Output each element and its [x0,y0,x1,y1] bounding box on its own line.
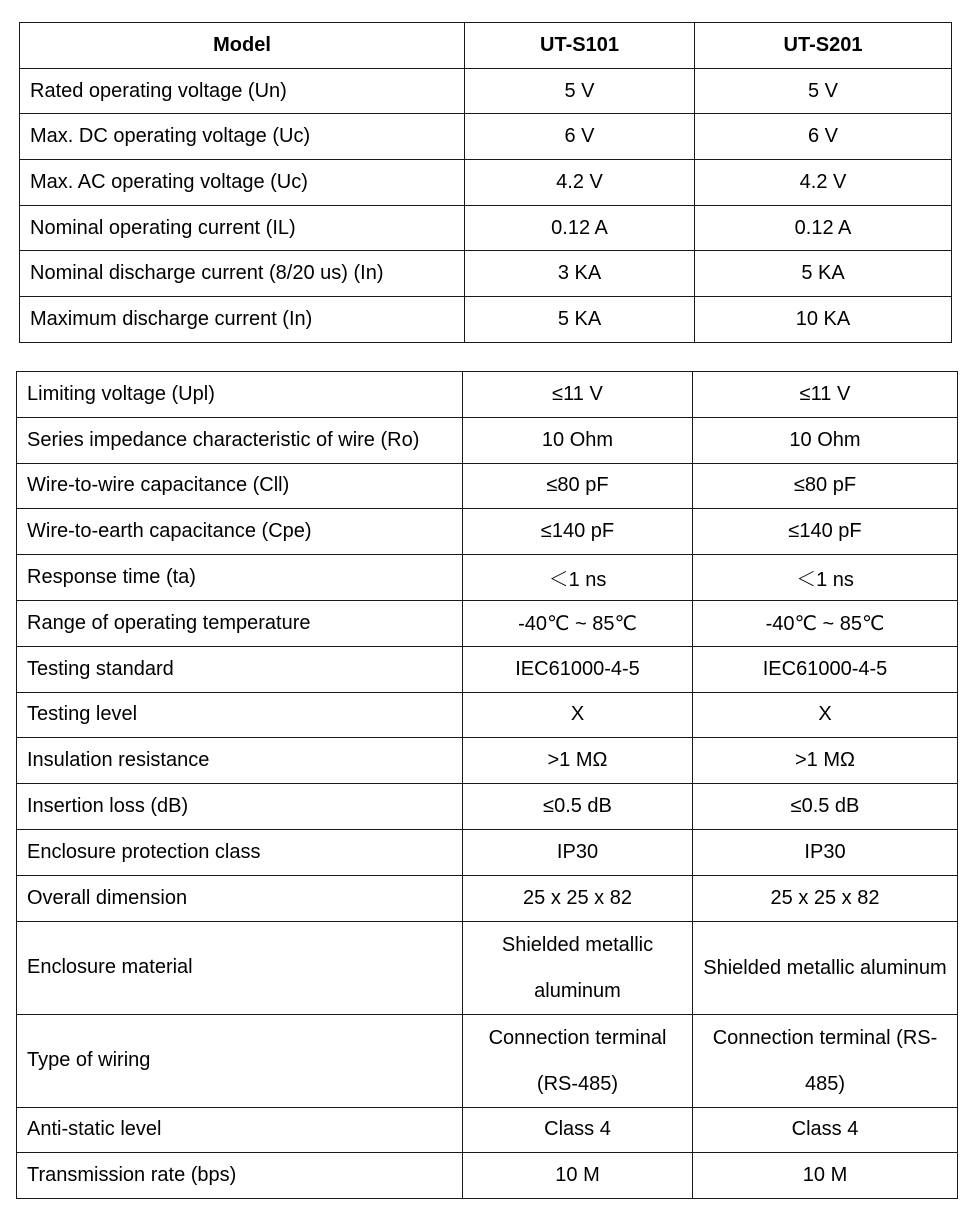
cell-ut-s101: 6 V [465,114,695,160]
header-model: Model [20,23,465,69]
row-label: Overall dimension [17,875,463,921]
cell-ut-s101: 0.12 A [465,205,695,251]
row-label: Limiting voltage (Upl) [17,372,463,418]
spec-table-top [19,22,952,343]
cell-ut-s101: -40℃ ~ 85℃ [463,600,693,646]
row-label: Anti-static level [17,1107,463,1153]
row-label: Nominal operating current (IL) [20,205,465,251]
table-row [17,509,958,555]
table-row [17,875,958,921]
table-row [17,646,958,692]
cell-ut-s201: 4.2 V [695,160,952,206]
row-label: Nominal discharge current (8/20 us) (In) [20,251,465,297]
cell-ut-s101: 5 KA [465,297,695,343]
cell-ut-s201: 5 KA [695,251,952,297]
cell-ut-s101: Connection terminal (RS-485) [463,1014,693,1107]
cell-ut-s201: 5 V [695,68,952,114]
table-row [17,372,958,418]
table-row [20,297,952,343]
cell-ut-s201: IEC61000-4-5 [693,646,958,692]
table-header-row [20,23,952,69]
cell-ut-s101: 25 x 25 x 82 [463,875,693,921]
spec-table-bottom [16,371,958,1199]
cell-ut-s101: ＜1 ns [463,555,693,601]
cell-ut-s201: ≤11 V [693,372,958,418]
cell-ut-s101: 4.2 V [465,160,695,206]
table-row [17,829,958,875]
cell-ut-s201: Connection terminal (RS-485) [693,1014,958,1107]
row-label: Response time (ta) [17,555,463,601]
cell-ut-s101: 10 M [463,1153,693,1199]
cell-ut-s201: ≤140 pF [693,509,958,555]
cell-ut-s201: >1 MΩ [693,738,958,784]
cell-ut-s101: >1 MΩ [463,738,693,784]
cell-ut-s201: -40℃ ~ 85℃ [693,600,958,646]
row-label: Maximum discharge current (In) [20,297,465,343]
cell-ut-s101: IP30 [463,829,693,875]
row-label: Series impedance characteristic of wire (Ro) [17,417,463,463]
cell-ut-s201: IP30 [693,829,958,875]
table-row [17,417,958,463]
table-row [17,463,958,509]
cell-ut-s101: Shielded metallic aluminum [463,921,693,1014]
row-label: Transmission rate (bps) [17,1153,463,1199]
table-row [17,1153,958,1199]
cell-ut-s101: IEC61000-4-5 [463,646,693,692]
cell-ut-s201: 25 x 25 x 82 [693,875,958,921]
cell-ut-s101: 3 KA [465,251,695,297]
table-row [20,205,952,251]
cell-ut-s101: ≤80 pF [463,463,693,509]
row-label: Wire-to-wire capacitance (Cll) [17,463,463,509]
row-label: Rated operating voltage (Un) [20,68,465,114]
cell-ut-s201: ≤0.5 dB [693,784,958,830]
cell-ut-s201: 10 KA [695,297,952,343]
row-label: Enclosure material [17,921,463,1014]
table-row [17,738,958,784]
table-row [20,160,952,206]
cell-ut-s101: 10 Ohm [463,417,693,463]
cell-ut-s201: X [693,692,958,738]
cell-ut-s101: X [463,692,693,738]
row-label: Testing standard [17,646,463,692]
cell-ut-s201: 0.12 A [695,205,952,251]
table-row [17,555,958,601]
table-row [17,784,958,830]
cell-ut-s201: ＜1 ns [693,555,958,601]
row-label: Insertion loss (dB) [17,784,463,830]
header-ut-s201: UT-S201 [695,23,952,69]
cell-ut-s201: ≤80 pF [693,463,958,509]
cell-ut-s201: Class 4 [693,1107,958,1153]
table-row [17,1107,958,1153]
table-row [20,68,952,114]
row-label: Type of wiring [17,1014,463,1107]
cell-ut-s101: ≤140 pF [463,509,693,555]
table-row [20,114,952,160]
cell-ut-s101: Class 4 [463,1107,693,1153]
cell-ut-s201: 6 V [695,114,952,160]
row-label: Wire-to-earth capacitance (Cpe) [17,509,463,555]
header-ut-s101: UT-S101 [465,23,695,69]
cell-ut-s201: Shielded metallic aluminum [693,921,958,1014]
cell-ut-s101: 5 V [465,68,695,114]
row-label: Max. AC operating voltage (Uc) [20,160,465,206]
cell-ut-s201: 10 Ohm [693,417,958,463]
row-label: Insulation resistance [17,738,463,784]
table-row [17,692,958,738]
cell-ut-s101: ≤11 V [463,372,693,418]
row-label: Enclosure protection class [17,829,463,875]
table-row [17,921,958,1014]
row-label: Testing level [17,692,463,738]
table-row [17,600,958,646]
table-row [17,1014,958,1107]
cell-ut-s201: 10 M [693,1153,958,1199]
row-label: Range of operating temperature [17,600,463,646]
row-label: Max. DC operating voltage (Uc) [20,114,465,160]
cell-ut-s101: ≤0.5 dB [463,784,693,830]
table-row [20,251,952,297]
